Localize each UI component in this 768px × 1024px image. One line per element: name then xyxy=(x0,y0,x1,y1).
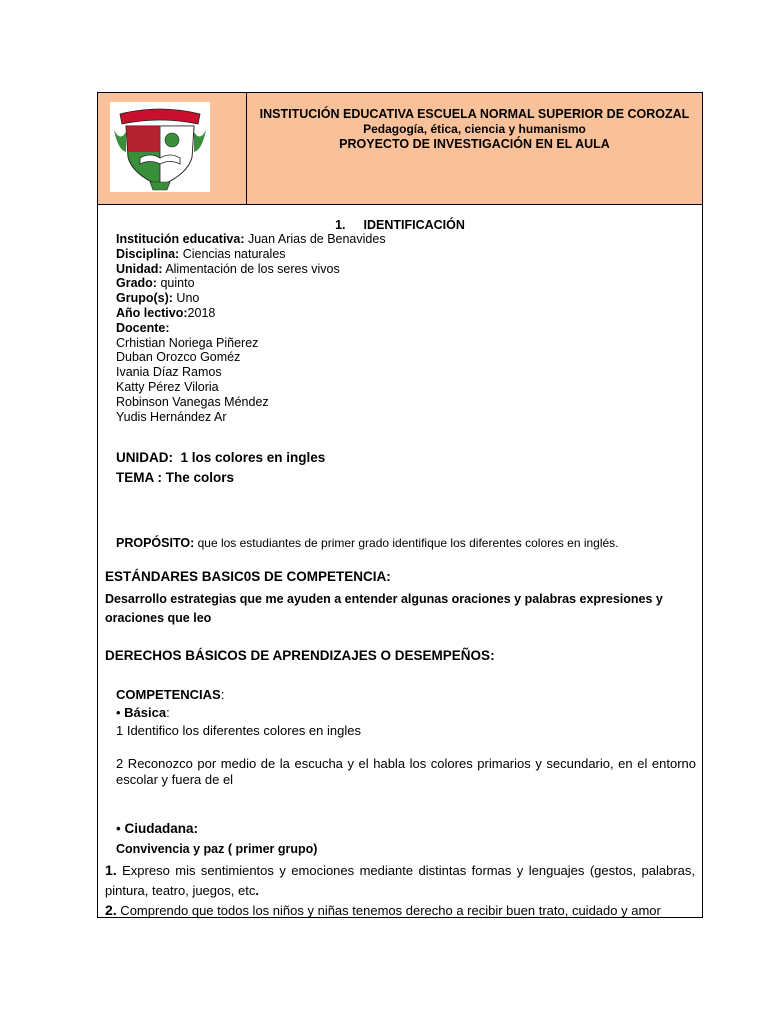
basic-item: 2 Reconozco por medio de la escucha y el habla los colores primarios y secundario, en el entorno escolar y fuera de el xyxy=(116,756,696,787)
basic-colon: : xyxy=(166,705,170,720)
unit-line: UNIDAD: 1 los colores en ingles xyxy=(116,450,326,465)
teacher-name: Duban Orozco Goméz xyxy=(116,350,241,365)
school-crest-logo xyxy=(110,102,210,192)
info-row xyxy=(116,247,386,262)
purpose-line xyxy=(116,536,619,550)
motto-text: Pedagogía, ética, ciencia y humanismo xyxy=(363,122,586,136)
field-label: Unidad: xyxy=(116,261,163,276)
citizen-item xyxy=(105,902,703,918)
bullet: • xyxy=(116,705,125,720)
field-value: Uno xyxy=(172,291,200,306)
competencies-colon: : xyxy=(220,687,225,702)
standards-text: Desarrollo estrategias que me ayuden a entender algunas oraciones y palabras expresiones y oraciones que leo xyxy=(105,592,663,625)
field-label: Grado: xyxy=(116,276,157,291)
project-title: PROYECTO DE INVESTIGACIÓN EN EL AULA xyxy=(339,137,610,151)
field-value: quinto xyxy=(156,276,195,291)
field-value: 2018 xyxy=(187,305,216,320)
info-row xyxy=(116,306,386,321)
item-text: Comprendo que todos los niños y niñas tenemos derecho a recibir buen trato, cuidado y amor xyxy=(116,903,661,918)
field-value: Alimentación de los seres vivos xyxy=(162,261,340,276)
unit-block xyxy=(116,448,325,488)
teacher-name: Ivania Díaz Ramos xyxy=(116,365,222,380)
basic-label: Básica xyxy=(124,705,167,720)
section-title: IDENTIFICACIÓN xyxy=(363,218,465,232)
field-label: Disciplina: xyxy=(116,246,180,261)
competencies-label: COMPETENCIAS xyxy=(116,687,221,702)
info-row xyxy=(116,262,386,277)
document-frame xyxy=(97,92,703,918)
bullet: • xyxy=(116,821,125,836)
logo-cell xyxy=(98,93,247,204)
teacher-name: Katty Pérez Viloria xyxy=(116,379,219,394)
header-text xyxy=(247,107,702,152)
teacher-name: Crhistian Noriega Piñerez xyxy=(116,335,259,350)
institution-title: INSTITUCIÓN EDUCATIVA ESCUELA NORMAL SUPERIOR DE COROZAL xyxy=(259,107,690,121)
purpose-label: PROPÓSITO: xyxy=(116,536,195,550)
item-number: 1. xyxy=(105,862,117,878)
purpose-text: que los estudiantes de primer grado identifique los diferentes colores en inglés. xyxy=(194,536,619,550)
citizen-heading xyxy=(116,821,198,836)
header-table xyxy=(98,93,702,205)
info-row xyxy=(116,276,386,291)
field-label: Institución educativa: xyxy=(116,232,245,246)
section-number: 1. xyxy=(335,218,346,232)
info-row xyxy=(116,232,386,247)
field-value: Juan Arias de Benavides xyxy=(244,232,386,246)
field-value: Ciencias naturales xyxy=(179,246,286,261)
info-row xyxy=(116,291,386,306)
identification-heading xyxy=(98,218,702,232)
citizen-item xyxy=(105,860,695,901)
field-label: Año lectivo: xyxy=(116,305,188,320)
identification-info xyxy=(116,232,386,424)
basic-heading xyxy=(116,705,170,720)
competencies-title xyxy=(116,687,224,702)
rights-title: DERECHOS BÁSICOS DE APRENDIZAJES O DESEMPEÑOS: xyxy=(105,648,495,663)
item-text: Expreso mis sentimientos y emociones mediante distintas formas y lenguajes (gestos, palabras, pintura, teatro, juegos, etc xyxy=(105,863,695,898)
item-end: . xyxy=(255,883,259,898)
citizen-subheading: Convivencia y paz ( primer grupo) xyxy=(116,842,318,856)
citizen-label: Ciudadana: xyxy=(124,821,198,836)
teacher-name: Robinson Vanegas Méndez xyxy=(116,394,269,409)
standards-title: ESTÁNDARES BASIC0S DE COMPETENCIA: xyxy=(105,569,391,584)
item-number: 2. xyxy=(105,902,117,918)
info-row xyxy=(116,321,386,336)
tema-line: TEMA : The colors xyxy=(116,470,235,485)
teacher-name: Yudis Hernández Ar xyxy=(116,409,227,424)
basic-item: 1 Identifico los diferentes colores en ingles xyxy=(116,723,361,738)
field-label: Grupo(s): xyxy=(116,291,173,306)
field-label: Docente: xyxy=(116,320,170,335)
